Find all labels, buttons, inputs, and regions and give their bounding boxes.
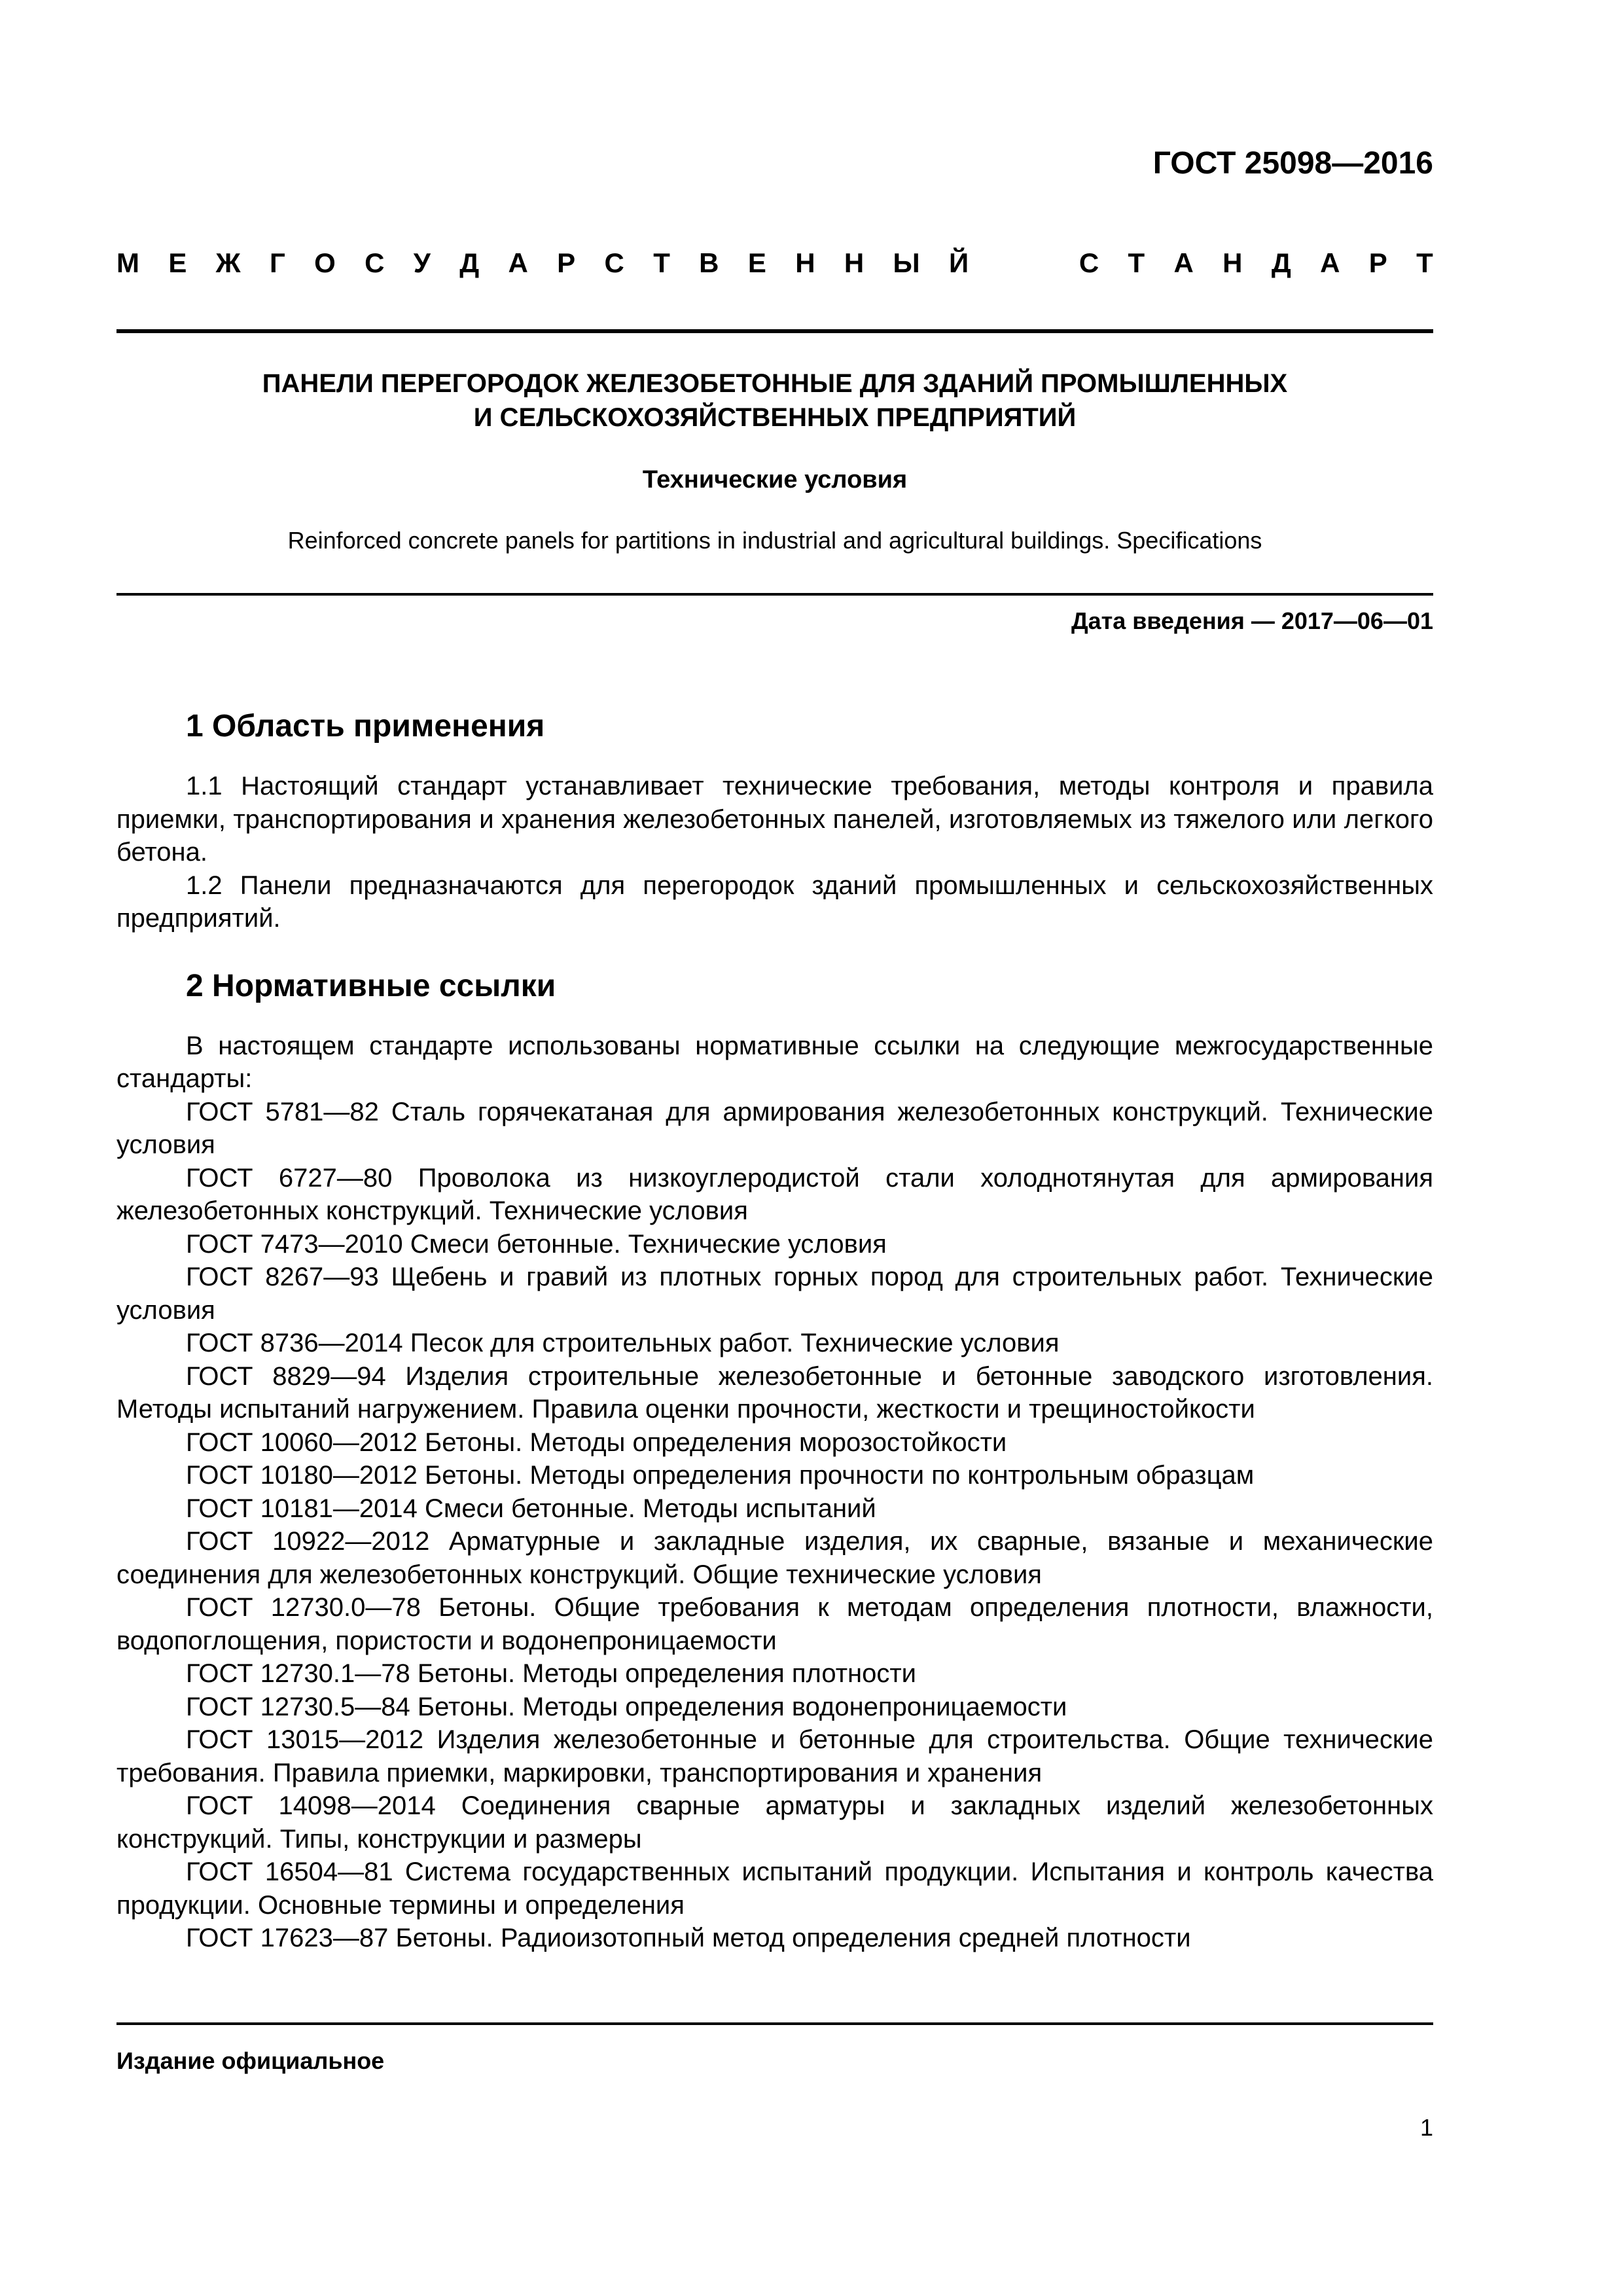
reference-item: ГОСТ 12730.0—78 Бетоны. Общие требования к методам определения плотности, влажности, водопоглощения, пористости и водонепроницаемости	[116, 1593, 1433, 1655]
header-divider	[116, 329, 1433, 333]
banner-letter: А	[1173, 247, 1194, 278]
document-subtitle: Технические условия	[642, 466, 908, 493]
english-title: Reinforced concrete panels for partitions in industrial and agricultural buildings. Specifications	[287, 527, 1262, 554]
banner-letter: М	[116, 247, 139, 278]
banner-letter: В	[699, 247, 719, 278]
banner-letter: Д	[459, 247, 480, 278]
reference-item: ГОСТ 10060—2012 Бетоны. Методы определения морозостойкости	[186, 1427, 1007, 1457]
title-line-1: ПАНЕЛИ ПЕРЕГОРОДОК ЖЕЛЕЗОБЕТОННЫЕ ДЛЯ ЗДАНИЙ ПРОМЫШЛЕННЫХ	[262, 369, 1288, 398]
reference-item: ГОСТ 13015—2012 Изделия железобетонные и бетонные для строительства. Общие технические требования. Правила приемки, маркировки, транспортирования и хранения	[116, 1725, 1433, 1787]
banner-letter: Р	[557, 247, 576, 278]
official-edition-label: Издание официальное	[116, 2047, 385, 2074]
banner-letter: Д	[1271, 247, 1291, 278]
reference-item: ГОСТ 8736—2014 Песок для строительных работ. Технические условия	[186, 1329, 1060, 1357]
banner-letter: Р	[1368, 247, 1387, 278]
paragraph: 1.2 Панели предназначаются для перегородок зданий промышленных и сельскохозяйственных предприятий.	[116, 870, 1433, 933]
reference-item: ГОСТ 10180—2012 Бетоны. Методы определения прочности по контрольным образцам	[186, 1461, 1255, 1490]
banner-letter: С	[604, 247, 624, 278]
reference-item: ГОСТ 8267—93 Щебень и гравий из плотных горных пород для строительных работ. Технические условия	[116, 1263, 1433, 1325]
banner-letter: Е	[168, 247, 187, 278]
banner-letter: Т	[653, 247, 670, 278]
reference-item: ГОСТ 16504—81 Система государственных испытаний продукции. Испытания и контроль качества продукции. Основные термины и определения	[116, 1857, 1433, 1920]
banner-word-gap	[998, 247, 1050, 279]
title-divider	[116, 593, 1433, 596]
page-number: 1	[1419, 2114, 1433, 2141]
banner-letter: А	[1320, 247, 1340, 278]
reference-item: ГОСТ 10181—2014 Смеси бетонные. Методы испытаний	[186, 1494, 876, 1523]
banner-letter: У	[413, 247, 431, 278]
banner-letter: Т	[1416, 247, 1433, 278]
document-title	[116, 367, 1433, 435]
paragraph: В настоящем стандарте использованы нормативные ссылки на следующие межгосударственные стандарты:	[116, 1031, 1433, 1093]
section-gap	[116, 935, 1433, 967]
reference-item: ГОСТ 12730.5—84 Бетоны. Методы определения водонепроницаемости	[186, 1692, 1067, 1721]
document-body	[116, 707, 1433, 1955]
banner-letter: Ж	[215, 247, 241, 278]
banner-letter: Н	[795, 247, 815, 278]
banner-letter: А	[508, 247, 528, 278]
banner-letter: Н	[844, 247, 865, 278]
section-2-heading: 2 Нормативные ссылки	[186, 968, 556, 1003]
section-1-heading: 1 Область применения	[186, 709, 545, 744]
reference-item: ГОСТ 12730.1—78 Бетоны. Методы определения плотности	[186, 1659, 917, 1688]
introduction-date: Дата введения — 2017—06—01	[1071, 607, 1433, 634]
banner-letter: Й	[948, 247, 969, 278]
document-number: ГОСТ 25098—2016	[1152, 146, 1433, 181]
banner-letter: Е	[747, 247, 766, 278]
banner-letter: Г	[269, 247, 285, 278]
reference-list	[116, 1096, 1433, 1955]
title-line-2: И СЕЛЬСКОХОЗЯЙСТВЕННЫХ ПРЕДПРИЯТИЙ	[473, 403, 1077, 432]
banner-letter: С	[365, 247, 385, 278]
reference-item: ГОСТ 6727—80 Проволока из низкоуглеродистой стали холоднотянутая для армирования железобетонных конструкций. Технические условия	[116, 1163, 1433, 1225]
reference-item: ГОСТ 5781—82 Сталь горячекатаная для армирования железобетонных конструкций. Технические условия	[116, 1097, 1433, 1159]
reference-item: ГОСТ 7473—2010 Смеси бетонные. Технические условия	[186, 1229, 887, 1259]
paragraph: 1.1 Настоящий стандарт устанавливает технические требования, методы контроля и правила приемки, транспортирования и хранения железобетонных панелей, изготовляемых из тяжелого или легкого бетона.	[116, 772, 1433, 867]
reference-item: ГОСТ 8829—94 Изделия строительные железобетонные и бетонные заводского изготовления. Методы испытаний нагружением. Правила оценки прочности, жесткости и трещиностойкости	[116, 1361, 1433, 1424]
footer-divider	[116, 2022, 1433, 2025]
reference-item: ГОСТ 14098—2014 Соединения сварные арматуры и закладных изделий железобетонных конструкций. Типы, конструкции и размеры	[116, 1791, 1433, 1854]
banner-letter: С	[1079, 247, 1099, 278]
interstate-standard-banner	[116, 247, 1433, 279]
banner-letter: Т	[1128, 247, 1145, 278]
reference-item: ГОСТ 10922—2012 Арматурные и закладные изделия, их сварные, вязаные и механические соединения для железобетонных конструкций. Общие технические условия	[116, 1527, 1433, 1589]
reference-item: ГОСТ 17623—87 Бетоны. Радиоизотопный метод определения средней плотности	[186, 1924, 1191, 1952]
banner-letter: О	[314, 247, 336, 278]
banner-letter: Ы	[893, 247, 920, 278]
banner-letter: Н	[1222, 247, 1243, 278]
